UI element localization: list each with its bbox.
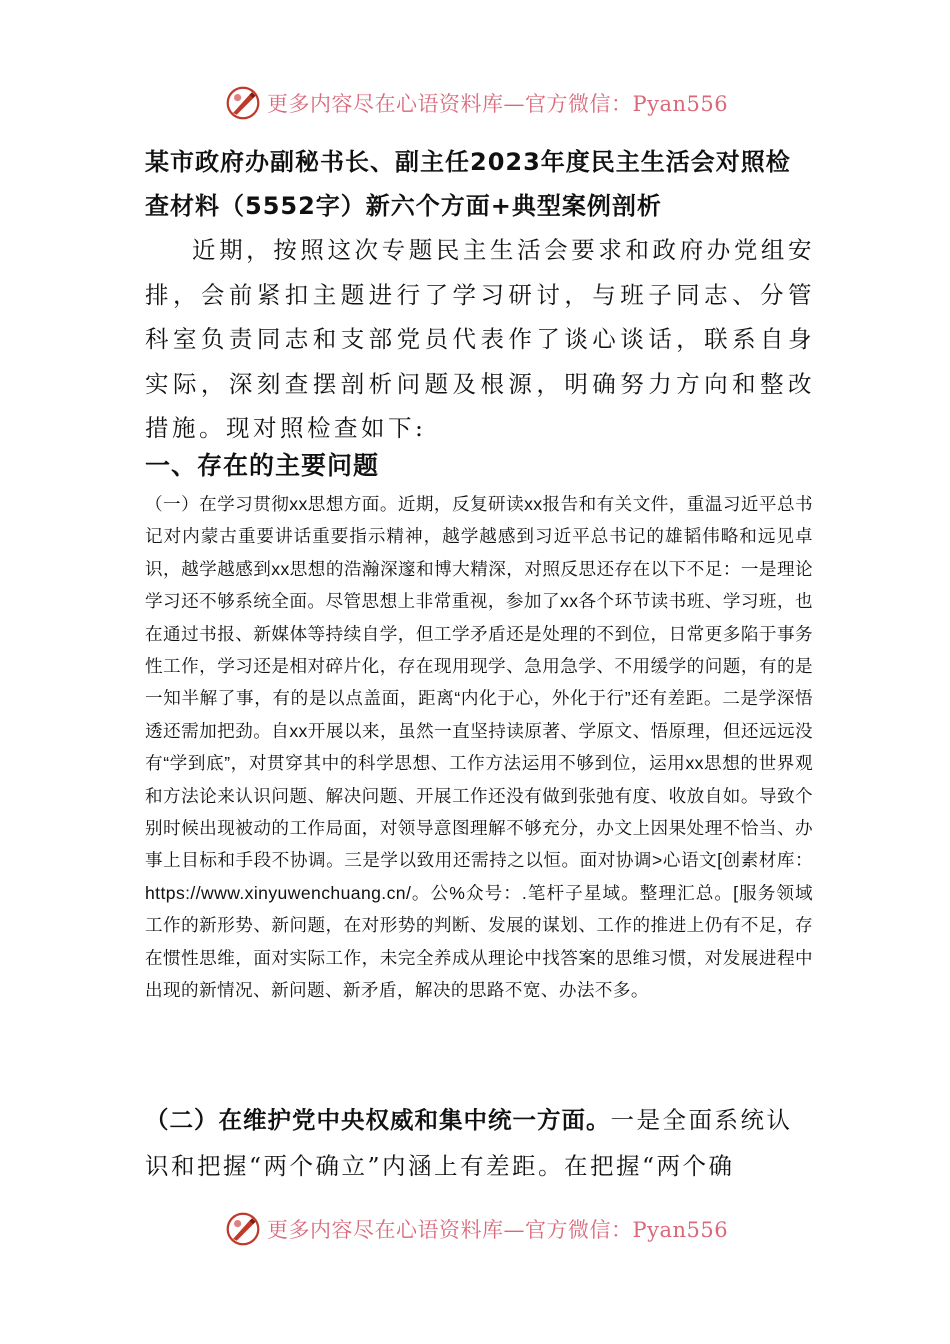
pen-circle-logo-icon — [225, 85, 261, 121]
pen-circle-logo-icon — [225, 1211, 261, 1247]
watermark-header — [225, 83, 728, 123]
section-item-2-heading: （二）在维护党中央权威和集中统一方面。 — [145, 1106, 611, 1134]
intro-paragraph: 近期，按照这次专题民主生活会要求和政府办党组安排，会前紧扣主题进行了学习研讨，与班子同志、分管科室负责同志和支部党员代表作了谈心谈话，联系自身实际，深刻查摆剖析问题及根源，明确努力方向和整改措施。现对照检查如下: — [145, 236, 815, 442]
watermark-text: 更多内容尽在心语资料库—官方微信：Pyan556 — [267, 1218, 729, 1242]
section-heading: 一、存在的主要问题 — [145, 451, 380, 480]
watermark-footer — [225, 1209, 728, 1249]
section-item-2 — [145, 1097, 815, 1189]
watermark-text: 更多内容尽在心语资料库—官方微信：Pyan556 — [267, 92, 729, 116]
section-item-2-text: 一是全面系统认识和把握“两个确立”内涵上有差距。在把握“两个确 — [145, 1106, 793, 1180]
section-item-1: （一）在学习贯彻xx思想方面。近期，反复研读xx报告和有关文件，重温习近平总书记对内蒙古重要讲话重要指示精神，越学越感到习近平总书记的雄韬伟略和远见卓识，越学越感到xx思想的浩瀚深邃和博大精深，对照反思还存在以下不足：一是理论学习还不够系统全面。尽管思想上非常重视，参加了xx各个环节读书班、学习班，也在通过书报、新媒体等持续自学，但工学矛盾还是处理的不到位，日常更多陷于事务性工作，学习还是相对碎片化，存在现用现学、急用急学、不用缓学的问题，有的是一知半解了事，有的是以点盖面，距离“内化于心，外化于行”还有差距。二是学深悟透还需加把劲。自xx开展以来，虽然一直坚持读原著、学原文、悟原理，但还远远没有“学到底”，对贯穿其中的科学思想、工作方法运用不够到位，运用xx思想的世界观和方法论来认识问题、解决问题、开展工作还没有做到张弛有度、收放自如。导致个别时候出现被动的工作局面，对领导意图理解不够充分，办文上因果处理不恰当、办事上目标和手段不协调。三是学以致用还需持之以恒。面对协调>心语文[创素材库：https://www.xinyuwenchuang.cn/。公%众号：.笔杆子星域。整理汇总。[服务领域工作的新形势、新问题，在对形势的判断、发展的谋划、工作的推进上仍有不足，存在惯性思维，面对实际工作，未完全养成从理论中找答案的思维习惯，对发展进程中出现的新情况、新问题、新矛盾，解决的思路不宽、办法不多。 — [145, 494, 813, 1001]
document-title: 某市政府办副秘书长、副主任2023年度民主生活会对照检查材料（5552字）新六个方面+典型案例剖析 — [145, 148, 791, 220]
